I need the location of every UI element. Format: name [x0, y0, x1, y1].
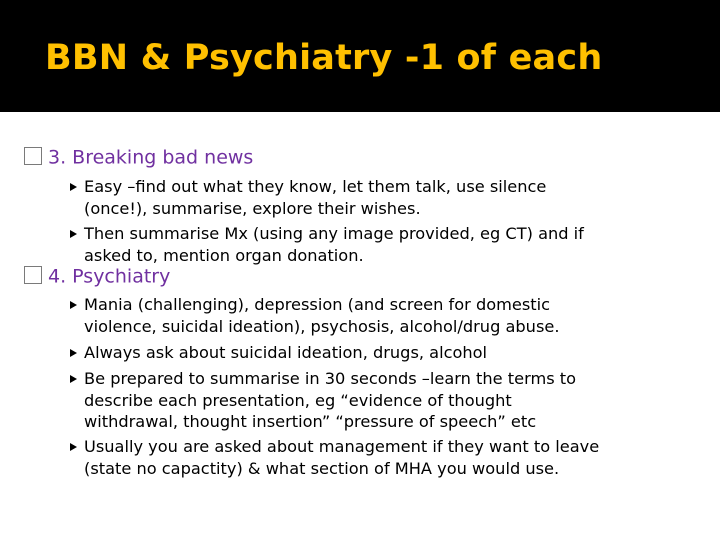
title-bar	[0, 0, 720, 112]
section-psychiatry	[24, 265, 170, 288]
list-item	[84, 436, 674, 479]
list-item-text: Easy –find out what they know, let them talk, use silence	[84, 177, 547, 196]
list-item-text: Always ask about suicidal ideation, drugs, alcohol	[84, 343, 488, 362]
arrow-bullet-icon	[70, 183, 77, 191]
list-item	[84, 368, 674, 433]
slide-title: BBN & Psychiatry -1 of each	[45, 38, 603, 78]
section-label: 3. Breaking bad news	[48, 146, 254, 169]
list-item-text: (state no capactity) & what section of MHA you would use.	[84, 458, 560, 478]
list-item-text: asked to, mention organ donation.	[84, 245, 364, 265]
list-item-text: violence, suicidal ideation), psychosis, alcohol/drug abuse.	[84, 316, 560, 336]
square-bullet-icon	[24, 266, 42, 284]
list-item	[84, 294, 674, 337]
list-item-text: (once!), summarise, explore their wishes.	[84, 198, 421, 218]
list-item-text: withdrawal, thought insertion” “pressure of speech” etc	[84, 412, 537, 431]
list-item	[84, 176, 674, 219]
list-item-text: Then summarise Mx (using any image provided, eg CT) and if	[84, 224, 584, 243]
square-bullet-icon	[24, 147, 42, 165]
section-breaking-bad-news	[24, 146, 253, 169]
arrow-bullet-icon	[70, 230, 77, 238]
list-item	[84, 342, 674, 364]
list-item-text: Be prepared to summarise in 30 seconds –learn the terms to	[84, 369, 577, 388]
arrow-bullet-icon	[70, 443, 77, 451]
list-item-text: describe each presentation, eg “evidence of thought	[84, 390, 512, 410]
section-label: 4. Psychiatry	[48, 265, 171, 288]
list-item	[84, 223, 674, 266]
arrow-bullet-icon	[70, 375, 77, 383]
list-item-text: Usually you are asked about management if they want to leave	[84, 437, 600, 456]
arrow-bullet-icon	[70, 349, 77, 357]
slide-content	[0, 112, 720, 540]
arrow-bullet-icon	[70, 301, 77, 309]
list-item-text: Mania (challenging), depression (and screen for domestic	[84, 295, 551, 314]
